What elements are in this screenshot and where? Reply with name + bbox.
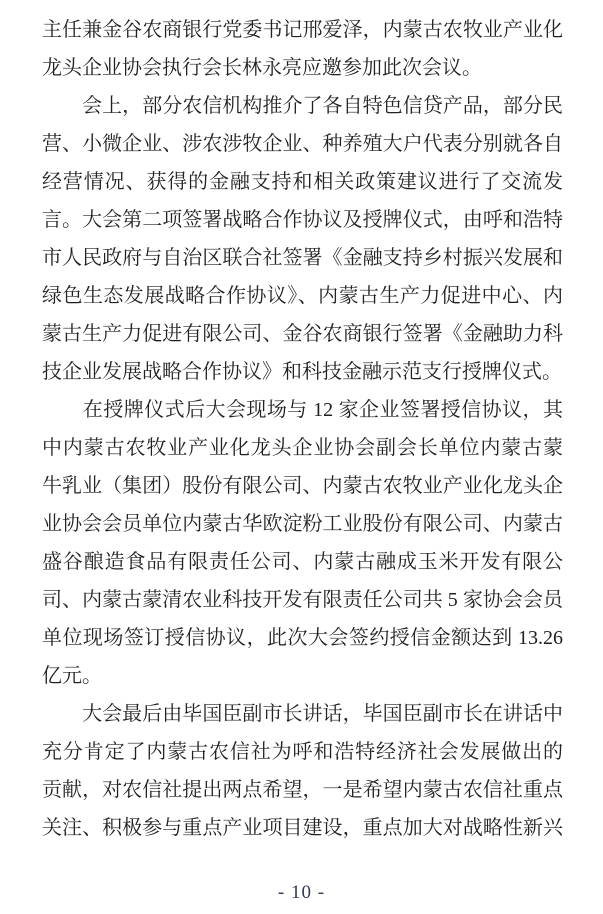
paragraph <box>42 391 563 695</box>
text-line: 主任兼金谷农商银行党委书记邢爱泽，内蒙古农牧业产业化 <box>42 19 563 41</box>
page-number: - 10 - <box>277 882 326 903</box>
text-line: 充分肯定了内蒙古农信社为呼和浩特经济社会发展做出的 <box>42 741 563 763</box>
text-line: 贡献，对农信社提出两点希望，一是希望内蒙古农信社重点 <box>42 779 563 801</box>
text-line: 在授牌仪式后大会现场与 12 家企业签署授信协议，其 <box>42 399 563 421</box>
text-line: 大会最后由毕国臣副市长讲话，毕国臣副市长在讲话中 <box>42 703 563 725</box>
text-line: 关注、积极参与重点产业项目建设，重点加大对战略性新兴 <box>42 817 563 839</box>
text-line: 单位现场签订授信协议，此次大会签约授信金额达到 13.26 <box>42 627 563 649</box>
text-line: 蒙古生产力促进有限公司、金谷农商银行签署《金融助力科 <box>42 323 563 345</box>
text-line: 亿元。 <box>42 665 102 687</box>
text-line: 市人民政府与自治区联合社签署《金融支持乡村振兴发展和 <box>42 247 563 269</box>
text-line: 经营情况、获得的金融支持和相关政策建议进行了交流发 <box>42 171 563 193</box>
text-line: 言。大会第二项签署战略合作协议及授牌仪式，由呼和浩特 <box>42 209 563 231</box>
text-line: 龙头企业协会执行会长林永亮应邀参加此次会议。 <box>42 57 482 79</box>
text-line: 中内蒙古农牧业产业化龙头企业协会副会长单位内蒙古蒙 <box>42 437 563 459</box>
text-line: 盛谷酿造食品有限责任公司、内蒙古融成玉米开发有限公 <box>42 551 563 573</box>
text-line: 绿色生态发展战略合作协议》、内蒙古生产力促进中心、内 <box>42 285 563 307</box>
paragraph <box>42 11 563 87</box>
document-body <box>42 11 563 847</box>
text-line: 技企业发展战略合作协议》和科技金融示范支行授牌仪式。 <box>42 361 562 383</box>
text-line: 牛乳业（集团）股份有限公司、内蒙古农牧业产业化龙头企 <box>42 475 563 497</box>
paragraph <box>42 87 563 391</box>
paragraph <box>42 695 563 847</box>
text-line: 业协会会员单位内蒙古华欧淀粉工业股份有限公司、内蒙古 <box>42 513 563 535</box>
text-line: 司、内蒙古蒙清农业科技开发有限责任公司共 5 家协会会员 <box>42 589 563 611</box>
text-line: 会上，部分农信机构推介了各自特色信贷产品，部分民 <box>42 95 563 117</box>
text-line: 营、小微企业、涉农涉牧企业、种养殖大户代表分别就各自 <box>42 133 563 155</box>
